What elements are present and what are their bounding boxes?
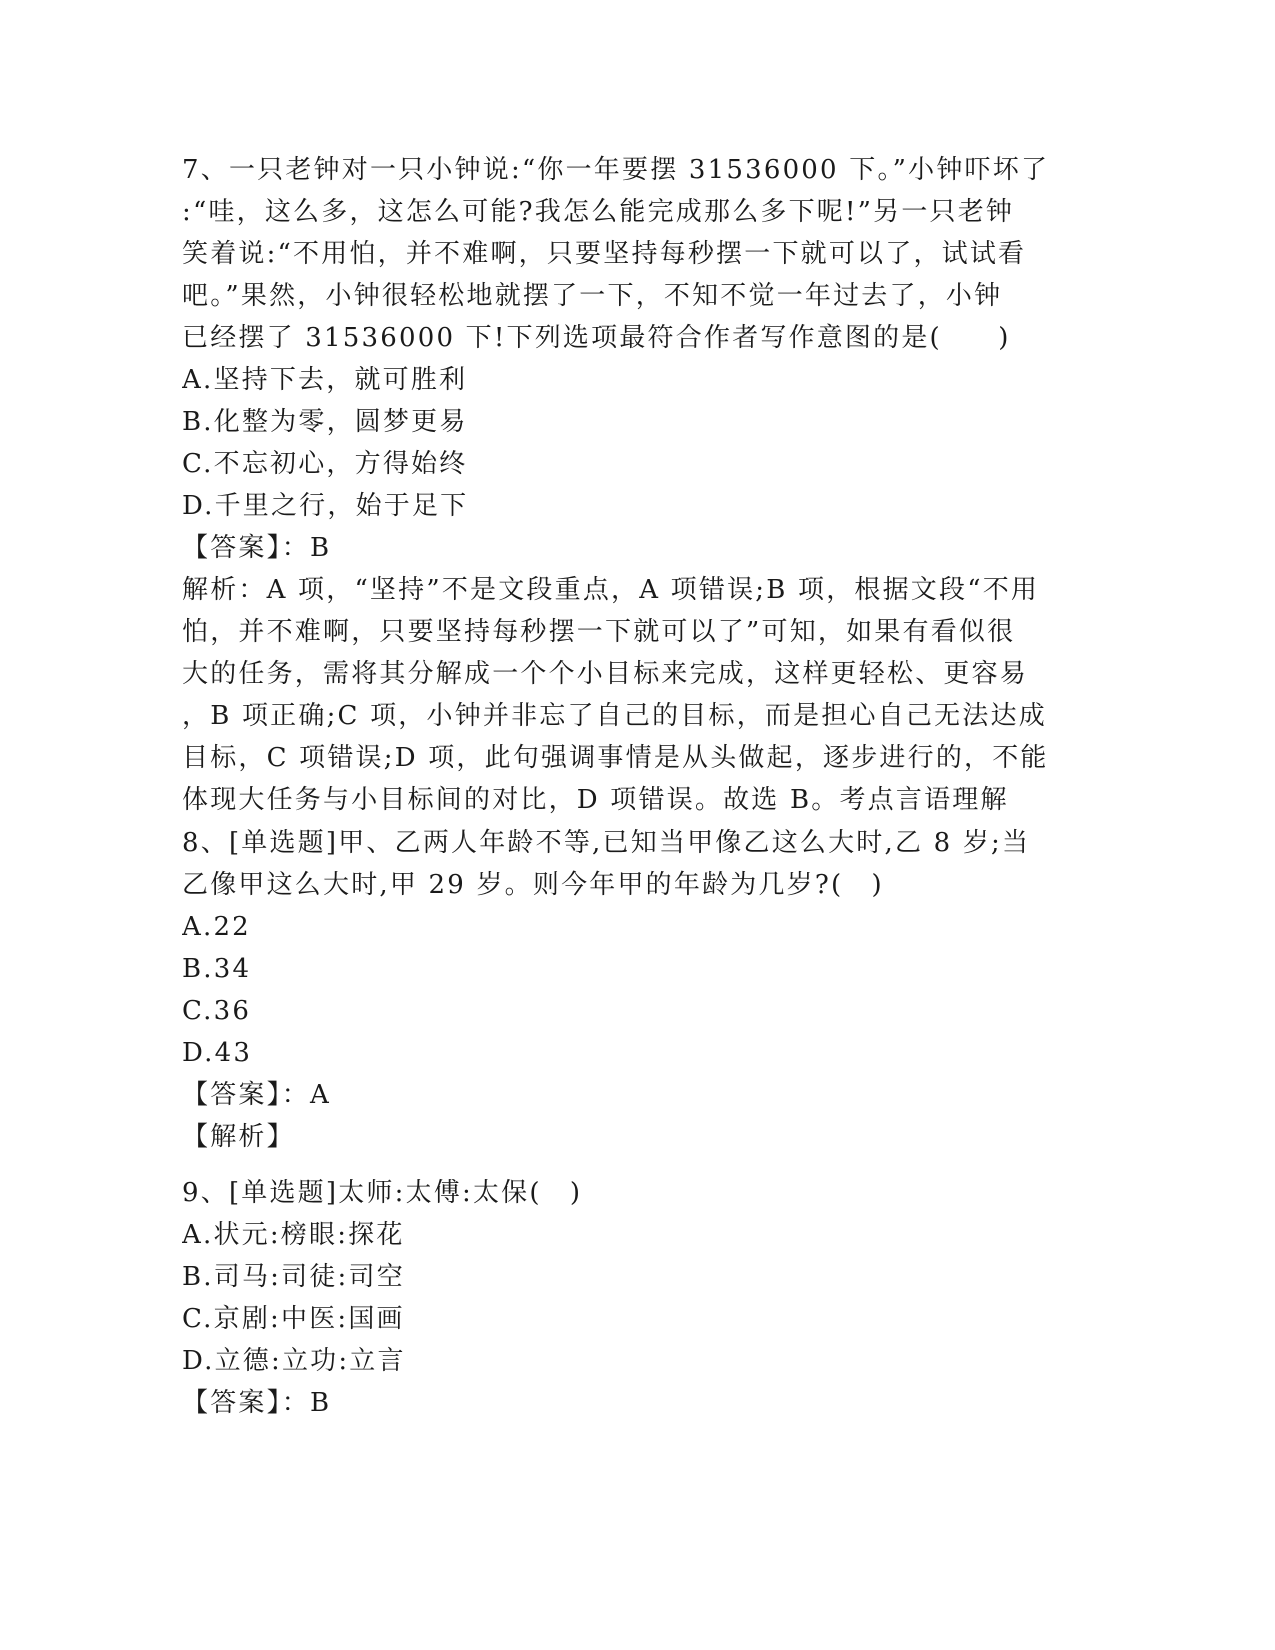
option-c: C.不忘初心，方得始终	[182, 449, 468, 479]
option-d: D.立德:立功:立言	[182, 1346, 406, 1376]
analysis-line: 【解析】	[182, 1122, 295, 1152]
question-8	[182, 822, 1082, 1158]
question-9	[182, 1172, 1082, 1424]
option-b: B.34	[182, 954, 252, 984]
analysis-line: 怕，并不难啊，只要坚持每秒摆一下就可以了”可知，如果有看似很	[182, 617, 1016, 647]
question-stem-line: 笑着说:“不用怕，并不难啊，只要坚持每秒摆一下就可以了，试试看	[182, 239, 1027, 269]
question-7	[182, 149, 1082, 821]
question-stem-line: 已经摆了 31536000 下!下列选项最符合作者写作意图的是( )	[182, 323, 1011, 353]
option-a: A.22	[182, 912, 251, 942]
analysis-line: 大的任务，需将其分解成一个个小目标来完成，这样更轻松、更容易	[182, 659, 1029, 689]
analysis-line: 体现大任务与小目标间的对比，D 项错误。故选 B。考点言语理解	[182, 785, 1009, 815]
answer-line: 【答案】：B	[182, 1388, 332, 1418]
question-stem-line: 乙像甲这么大时,甲 29 岁。则今年甲的年龄为几岁?( )	[182, 870, 884, 900]
question-stem-line: :“哇，这么多，这怎么可能?我怎么能完成那么多下呢!”另一只老钟	[182, 197, 1015, 227]
analysis-line: ，B 项正确;C 项，小钟并非忘了自己的目标，而是担心自己无法达成	[182, 701, 1047, 731]
analysis-line: 解析：A 项，“坚持”不是文段重点，A 项错误;B 项，根据文段“不用	[182, 575, 1040, 605]
question-stem-line: 吧。”果然，小钟很轻松地就摆了一下，不知不觉一年过去了，小钟	[182, 281, 1003, 311]
analysis-line: 目标，C 项错误;D 项，此句强调事情是从头做起，逐步进行的，不能	[182, 743, 1049, 773]
option-d: D.43	[182, 1038, 253, 1068]
option-c: C.京剧:中医:国画	[182, 1304, 405, 1334]
option-d: D.千里之行，始于足下	[182, 491, 469, 521]
option-c: C.36	[182, 996, 252, 1026]
option-b: B.司马:司徒:司空	[182, 1262, 405, 1292]
option-b: B.化整为零，圆梦更易	[182, 407, 468, 437]
option-a: A.坚持下去，就可胜利	[182, 365, 468, 395]
question-stem-line: 7、一只老钟对一只小钟说:“你一年要摆 31536000 下。”小钟吓坏了	[182, 155, 1050, 185]
option-a: A.状元:榜眼:探花	[182, 1220, 405, 1250]
answer-line: 【答案】：B	[182, 533, 332, 563]
question-stem-line: 8、[单选题]甲、乙两人年龄不等,已知当甲像乙这么大时,乙 8 岁;当	[182, 828, 1031, 858]
question-stem-line: 9、[单选题]太师:太傅:太保( )	[182, 1178, 583, 1208]
answer-line: 【答案】：A	[182, 1080, 331, 1110]
